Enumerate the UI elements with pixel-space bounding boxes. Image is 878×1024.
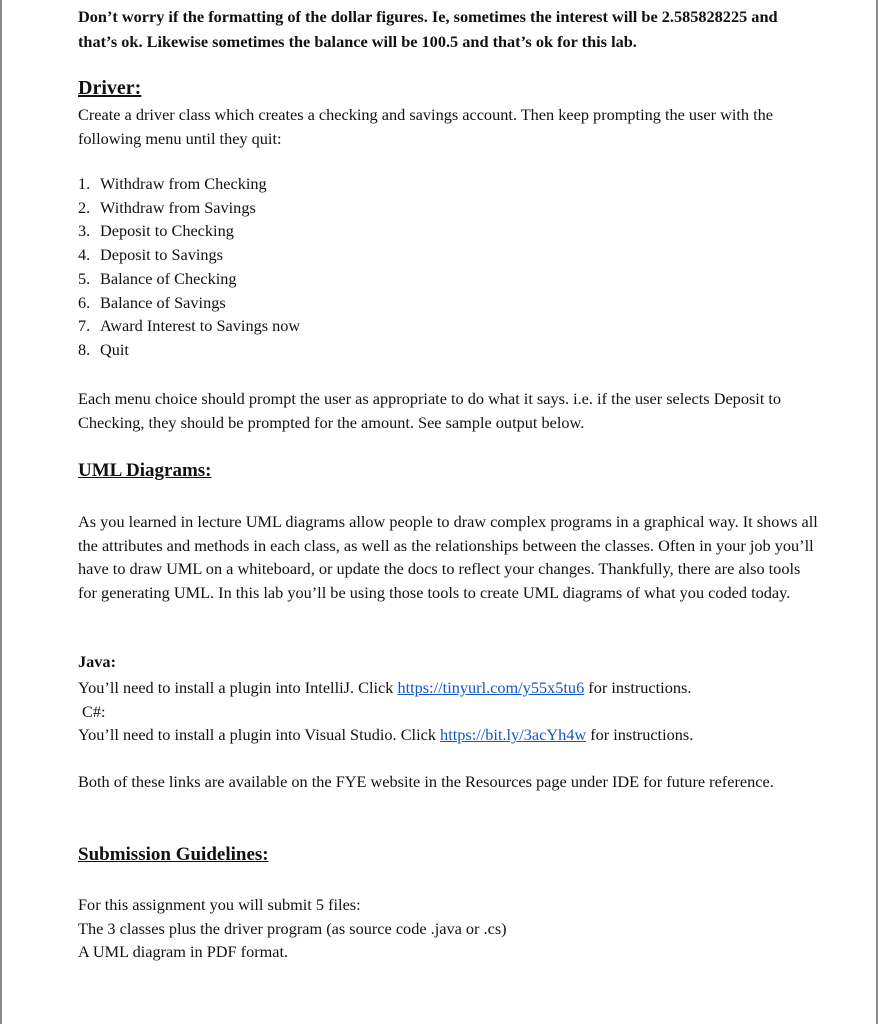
list-item: 7. Award Interest to Savings now (78, 316, 301, 336)
list-item: 1. Withdraw from Checking (78, 174, 267, 193)
menu-followup: Each menu choice should prompt the user as appropriate to do what it says. i.e. if the user selects Deposit to Checking, they should be prompted for the amount. See sample output below. (78, 389, 782, 432)
links-note: Both of these links are available on the FYE website in the Resources page under IDE for future reference. (78, 772, 774, 791)
uml-description: As you learned in lecture UML diagrams allow people to draw complex programs in a graphical way. It shows all the attributes and methods in each class, as well as the relationships between the classes. Often in your job you’ll have to draw UML on a whiteboard, or update the docs to reflect your changes. Thankfully, there are also tools for generating UML. In this lab you’ll be using those tools to create UML diagrams of what you coded today. (78, 512, 818, 602)
submission-line: The 3 classes plus the driver program (as source code .java or .cs) (78, 919, 507, 938)
intro-note: Don’t worry if the formatting of the dollar figures. Ie, sometimes the interest will be 2.585828225 and that’s ok. Likewise sometimes the balance will be 100.5 and that’s ok for this lab. (78, 7, 778, 51)
submission-line: For this assignment you will submit 5 files: (78, 895, 361, 914)
java-plugin-link[interactable]: https://tinyurl.com/y55x5tu6 (397, 678, 585, 697)
submission-line: A UML diagram in PDF format. (78, 942, 289, 961)
list-item: 2. Withdraw from Savings (78, 197, 256, 217)
page-edge-left (0, 0, 2, 1024)
csharp-heading: C#: (82, 702, 106, 721)
list-item: 8. Quit (78, 339, 129, 359)
list-item: 6. Balance of Savings (78, 292, 226, 312)
csharp-plugin-link[interactable]: https://bit.ly/3acYh4w (440, 725, 587, 744)
driver-heading: Driver: (78, 77, 142, 99)
java-instructions: You’ll need to install a plugin into IntelliJ. Click https://tinyurl.com/y55x5tu6 for instructions. (78, 678, 692, 697)
driver-description: Create a driver class which creates a checking and savings account. Then keep prompting the user with the following menu until they quit: (78, 105, 774, 148)
list-item: 3. Deposit to Checking (78, 221, 234, 241)
csharp-instructions: You’ll need to install a plugin into Visual Studio. Click https://bit.ly/3acYh4w for instructions. (78, 725, 694, 744)
list-item: 4. Deposit to Savings (78, 245, 224, 265)
java-heading: Java: (78, 652, 116, 671)
uml-heading: UML Diagrams: (78, 460, 212, 481)
list-item: 5. Balance of Checking (78, 268, 237, 288)
menu-list (78, 172, 300, 362)
submission-heading: Submission Guidelines: (78, 844, 269, 865)
